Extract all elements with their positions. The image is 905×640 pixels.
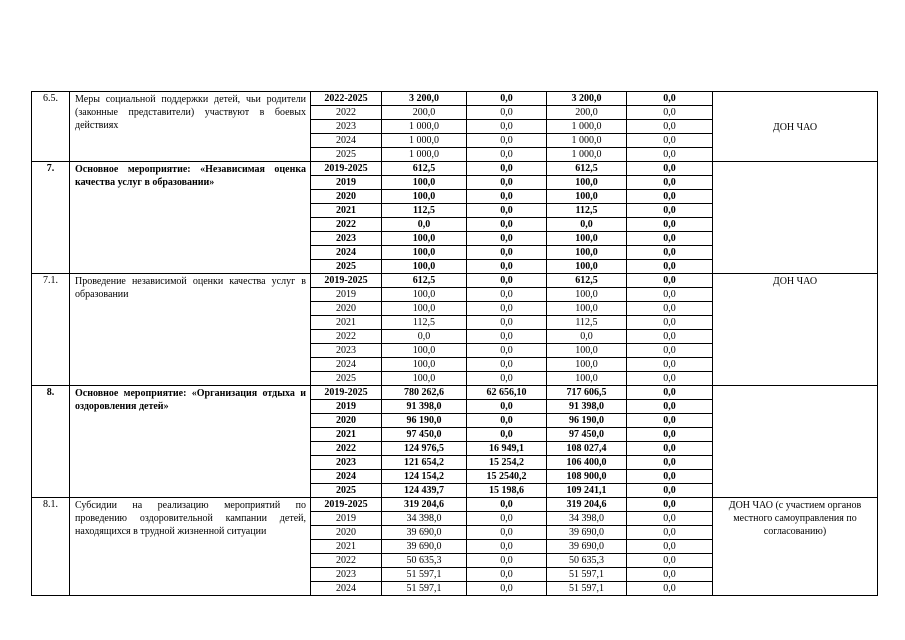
regional-budget-cell: 50 635,3: [547, 554, 627, 568]
federal-budget-cell: 15 254,2: [467, 456, 547, 470]
regional-budget-cell: 319 204,6: [547, 498, 627, 512]
year-cell: 2022: [311, 554, 382, 568]
federal-budget-cell: 0,0: [467, 428, 547, 442]
federal-budget-cell: 0,0: [467, 582, 547, 596]
total-cell: 112,5: [382, 316, 467, 330]
regional-budget-cell: 100,0: [547, 344, 627, 358]
year-cell: 2019-2025: [311, 498, 382, 512]
item-number: 8.: [32, 386, 70, 498]
federal-budget-cell: 0,0: [467, 260, 547, 274]
regional-budget-cell: 108 900,0: [547, 470, 627, 484]
regional-budget-cell: 51 597,1: [547, 568, 627, 582]
other-sources-cell: 0,0: [627, 92, 713, 106]
other-sources-cell: 0,0: [627, 148, 713, 162]
budget-table-page: [31, 91, 877, 596]
year-cell: 2021: [311, 204, 382, 218]
federal-budget-cell: 0,0: [467, 134, 547, 148]
year-cell: 2020: [311, 414, 382, 428]
federal-budget-cell: 15 198,6: [467, 484, 547, 498]
federal-budget-cell: 0,0: [467, 330, 547, 344]
regional-budget-cell: 34 398,0: [547, 512, 627, 526]
section-header-row: [32, 274, 878, 288]
year-cell: 2019: [311, 176, 382, 190]
section-header-row: [32, 162, 878, 176]
federal-budget-cell: 0,0: [467, 554, 547, 568]
year-cell: 2024: [311, 470, 382, 484]
regional-budget-cell: 100,0: [547, 246, 627, 260]
measure-name: Основное мероприятие: «Организация отдыха и оздоровления детей»: [70, 386, 311, 498]
other-sources-cell: 0,0: [627, 190, 713, 204]
total-cell: 124 439,7: [382, 484, 467, 498]
year-cell: 2022: [311, 218, 382, 232]
responsible-executor: ДОН ЧАО (с участием органов местного самоуправления по согласованию): [713, 498, 878, 596]
other-sources-cell: 0,0: [627, 442, 713, 456]
federal-budget-cell: 0,0: [467, 568, 547, 582]
federal-budget-cell: 0,0: [467, 344, 547, 358]
other-sources-cell: 0,0: [627, 176, 713, 190]
other-sources-cell: 0,0: [627, 162, 713, 176]
federal-budget-cell: 62 656,10: [467, 386, 547, 400]
other-sources-cell: 0,0: [627, 484, 713, 498]
year-cell: 2021: [311, 316, 382, 330]
regional-budget-cell: 100,0: [547, 302, 627, 316]
federal-budget-cell: 0,0: [467, 246, 547, 260]
regional-budget-cell: 97 450,0: [547, 428, 627, 442]
federal-budget-cell: 0,0: [467, 540, 547, 554]
regional-budget-cell: 91 398,0: [547, 400, 627, 414]
year-cell: 2023: [311, 568, 382, 582]
total-cell: 34 398,0: [382, 512, 467, 526]
other-sources-cell: 0,0: [627, 372, 713, 386]
year-cell: 2020: [311, 302, 382, 316]
federal-budget-cell: 0,0: [467, 400, 547, 414]
other-sources-cell: 0,0: [627, 204, 713, 218]
year-cell: 2024: [311, 582, 382, 596]
item-number: 7.: [32, 162, 70, 274]
item-number: 6.5.: [32, 92, 70, 162]
total-cell: 100,0: [382, 190, 467, 204]
regional-budget-cell: 1 000,0: [547, 134, 627, 148]
federal-budget-cell: 0,0: [467, 190, 547, 204]
total-cell: 96 190,0: [382, 414, 467, 428]
measure-name: Проведение независимой оценки качества услуг в образовании: [70, 274, 311, 386]
federal-budget-cell: 0,0: [467, 498, 547, 512]
year-cell: 2020: [311, 526, 382, 540]
federal-budget-cell: 0,0: [467, 218, 547, 232]
year-cell: 2019: [311, 400, 382, 414]
regional-budget-cell: 106 400,0: [547, 456, 627, 470]
other-sources-cell: 0,0: [627, 316, 713, 330]
year-cell: 2020: [311, 190, 382, 204]
other-sources-cell: 0,0: [627, 512, 713, 526]
total-cell: 1 000,0: [382, 134, 467, 148]
year-cell: 2021: [311, 540, 382, 554]
federal-budget-cell: 0,0: [467, 176, 547, 190]
year-cell: 2019: [311, 288, 382, 302]
federal-budget-cell: 0,0: [467, 358, 547, 372]
other-sources-cell: 0,0: [627, 218, 713, 232]
federal-budget-cell: 0,0: [467, 526, 547, 540]
federal-budget-cell: 0,0: [467, 302, 547, 316]
other-sources-cell: 0,0: [627, 246, 713, 260]
year-cell: 2021: [311, 428, 382, 442]
total-cell: 200,0: [382, 106, 467, 120]
year-cell: 2019-2025: [311, 386, 382, 400]
total-cell: 780 262,6: [382, 386, 467, 400]
year-cell: 2025: [311, 148, 382, 162]
other-sources-cell: 0,0: [627, 232, 713, 246]
federal-budget-cell: 0,0: [467, 372, 547, 386]
other-sources-cell: 0,0: [627, 540, 713, 554]
measure-name: Основное мероприятие: «Независимая оценка качества услуг в образовании»: [70, 162, 311, 274]
total-cell: 112,5: [382, 204, 467, 218]
budget-table-body: [32, 92, 878, 596]
other-sources-cell: 0,0: [627, 428, 713, 442]
regional-budget-cell: 100,0: [547, 358, 627, 372]
regional-budget-cell: 612,5: [547, 162, 627, 176]
year-cell: 2022: [311, 106, 382, 120]
total-cell: 100,0: [382, 176, 467, 190]
total-cell: 51 597,1: [382, 582, 467, 596]
other-sources-cell: 0,0: [627, 260, 713, 274]
federal-budget-cell: 15 2540,2: [467, 470, 547, 484]
year-cell: 2019-2025: [311, 162, 382, 176]
other-sources-cell: 0,0: [627, 456, 713, 470]
total-cell: 100,0: [382, 232, 467, 246]
regional-budget-cell: 3 200,0: [547, 92, 627, 106]
total-cell: 612,5: [382, 162, 467, 176]
regional-budget-cell: 112,5: [547, 316, 627, 330]
regional-budget-cell: 100,0: [547, 372, 627, 386]
federal-budget-cell: 0,0: [467, 148, 547, 162]
federal-budget-cell: 0,0: [467, 414, 547, 428]
responsible-executor: [713, 386, 878, 498]
year-cell: 2025: [311, 372, 382, 386]
regional-budget-cell: 1 000,0: [547, 120, 627, 134]
regional-budget-cell: 39 690,0: [547, 526, 627, 540]
regional-budget-cell: 39 690,0: [547, 540, 627, 554]
year-cell: 2022: [311, 330, 382, 344]
year-cell: 2024: [311, 358, 382, 372]
year-cell: 2025: [311, 484, 382, 498]
total-cell: 91 398,0: [382, 400, 467, 414]
federal-budget-cell: 0,0: [467, 274, 547, 288]
total-cell: 100,0: [382, 260, 467, 274]
regional-budget-cell: 100,0: [547, 232, 627, 246]
item-number: 7.1.: [32, 274, 70, 386]
total-cell: 3 200,0: [382, 92, 467, 106]
total-cell: 100,0: [382, 246, 467, 260]
federal-budget-cell: 0,0: [467, 512, 547, 526]
total-cell: 39 690,0: [382, 526, 467, 540]
total-cell: 100,0: [382, 288, 467, 302]
total-cell: 97 450,0: [382, 428, 467, 442]
total-cell: 100,0: [382, 302, 467, 316]
other-sources-cell: 0,0: [627, 358, 713, 372]
year-cell: 2022-2025: [311, 92, 382, 106]
other-sources-cell: 0,0: [627, 414, 713, 428]
year-cell: 2022: [311, 442, 382, 456]
total-cell: 100,0: [382, 358, 467, 372]
total-cell: 51 597,1: [382, 568, 467, 582]
total-cell: 1 000,0: [382, 120, 467, 134]
year-cell: 2019: [311, 512, 382, 526]
total-cell: 0,0: [382, 330, 467, 344]
year-cell: 2025: [311, 260, 382, 274]
federal-budget-cell: 0,0: [467, 92, 547, 106]
year-cell: 2023: [311, 232, 382, 246]
federal-budget-cell: 0,0: [467, 288, 547, 302]
regional-budget-cell: 100,0: [547, 260, 627, 274]
regional-budget-cell: 112,5: [547, 204, 627, 218]
total-cell: 1 000,0: [382, 148, 467, 162]
other-sources-cell: 0,0: [627, 134, 713, 148]
regional-budget-cell: 100,0: [547, 176, 627, 190]
other-sources-cell: 0,0: [627, 470, 713, 484]
other-sources-cell: 0,0: [627, 344, 713, 358]
total-cell: 121 654,2: [382, 456, 467, 470]
other-sources-cell: 0,0: [627, 106, 713, 120]
regional-budget-cell: 100,0: [547, 288, 627, 302]
other-sources-cell: 0,0: [627, 400, 713, 414]
responsible-executor: ДОН ЧАО: [713, 92, 878, 162]
federal-budget-cell: 0,0: [467, 232, 547, 246]
federal-budget-cell: 16 949,1: [467, 442, 547, 456]
year-cell: 2023: [311, 456, 382, 470]
item-number: 8.1.: [32, 498, 70, 596]
regional-budget-cell: 108 027,4: [547, 442, 627, 456]
other-sources-cell: 0,0: [627, 498, 713, 512]
other-sources-cell: 0,0: [627, 120, 713, 134]
measure-name: Меры социальной поддержки детей, чьи родители (законные представители) участвуют в боевых действиях: [70, 92, 311, 162]
regional-budget-cell: 96 190,0: [547, 414, 627, 428]
regional-budget-cell: 109 241,1: [547, 484, 627, 498]
year-cell: 2023: [311, 344, 382, 358]
other-sources-cell: 0,0: [627, 386, 713, 400]
other-sources-cell: 0,0: [627, 526, 713, 540]
total-cell: 39 690,0: [382, 540, 467, 554]
section-header-row: [32, 386, 878, 400]
total-cell: 319 204,6: [382, 498, 467, 512]
other-sources-cell: 0,0: [627, 330, 713, 344]
year-cell: 2023: [311, 120, 382, 134]
federal-budget-cell: 0,0: [467, 204, 547, 218]
total-cell: 50 635,3: [382, 554, 467, 568]
year-cell: 2024: [311, 246, 382, 260]
other-sources-cell: 0,0: [627, 582, 713, 596]
other-sources-cell: 0,0: [627, 302, 713, 316]
other-sources-cell: 0,0: [627, 568, 713, 582]
total-cell: 0,0: [382, 218, 467, 232]
section-header-row: [32, 92, 878, 106]
year-cell: 2024: [311, 134, 382, 148]
regional-budget-cell: 1 000,0: [547, 148, 627, 162]
year-cell: 2019-2025: [311, 274, 382, 288]
section-header-row: [32, 498, 878, 512]
total-cell: 124 976,5: [382, 442, 467, 456]
total-cell: 124 154,2: [382, 470, 467, 484]
other-sources-cell: 0,0: [627, 274, 713, 288]
other-sources-cell: 0,0: [627, 554, 713, 568]
responsible-executor: ДОН ЧАО: [713, 274, 878, 386]
regional-budget-cell: 0,0: [547, 330, 627, 344]
federal-budget-cell: 0,0: [467, 120, 547, 134]
budget-table: [31, 91, 878, 596]
regional-budget-cell: 717 606,5: [547, 386, 627, 400]
regional-budget-cell: 100,0: [547, 190, 627, 204]
other-sources-cell: 0,0: [627, 288, 713, 302]
regional-budget-cell: 0,0: [547, 218, 627, 232]
total-cell: 612,5: [382, 274, 467, 288]
federal-budget-cell: 0,0: [467, 162, 547, 176]
responsible-executor: [713, 162, 878, 274]
measure-name: Субсидии на реализацию мероприятий по проведению оздоровительной кампании детей, находящихся в трудной жизненной ситуации: [70, 498, 311, 596]
total-cell: 100,0: [382, 372, 467, 386]
total-cell: 100,0: [382, 344, 467, 358]
regional-budget-cell: 51 597,1: [547, 582, 627, 596]
regional-budget-cell: 200,0: [547, 106, 627, 120]
regional-budget-cell: 612,5: [547, 274, 627, 288]
federal-budget-cell: 0,0: [467, 316, 547, 330]
federal-budget-cell: 0,0: [467, 106, 547, 120]
